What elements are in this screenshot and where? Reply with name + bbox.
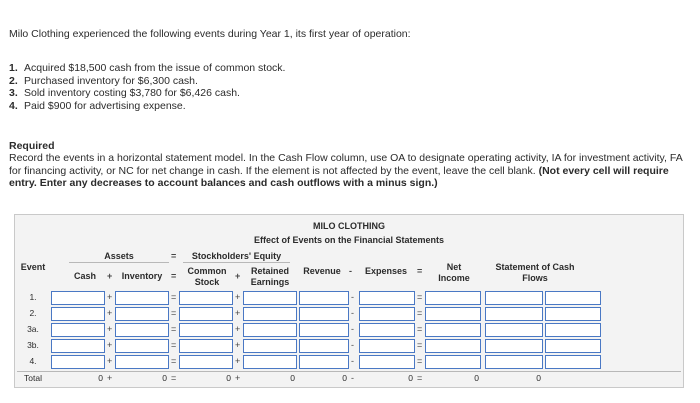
row-label: 4. [29,356,37,366]
revenue-input[interactable] [299,307,349,321]
row-label: 3b. [27,340,39,350]
expenses-input[interactable] [359,291,415,305]
cash-input[interactable] [51,355,105,369]
cash-flows-header: Statement of Cash [495,262,575,272]
revenue-header: Revenue [303,266,341,276]
list-item: 1. Acquired $18,500 cash from the issue of common stock. [9,62,286,74]
common-stock-total: 0 [226,373,231,383]
cash-input[interactable] [51,339,105,353]
expenses-input[interactable] [359,323,415,337]
common-stock-input[interactable] [179,323,233,337]
cash-flow-activity-select[interactable] [545,291,601,305]
cash-input[interactable] [51,323,105,337]
inventory-input[interactable] [115,323,169,337]
inventory-input[interactable] [115,291,169,305]
net-income-input[interactable] [425,291,481,305]
cash-input[interactable] [51,291,105,305]
inventory-header: Inventory [121,271,163,281]
list-item: 3. Sold inventory costing $3,780 for $6,426 cash. [9,87,240,99]
total-label: Total [24,373,42,383]
common-stock-input[interactable] [179,355,233,369]
row-label: 3a. [27,324,39,334]
net-income-input[interactable] [425,307,481,321]
common-stock-input[interactable] [179,291,233,305]
cash-flow-amount-input[interactable] [485,339,543,353]
inventory-total: 0 [162,373,167,383]
revenue-input[interactable] [299,355,349,369]
common-stock-input[interactable] [179,339,233,353]
retained-earnings-header: Retained [250,266,289,276]
inventory-input[interactable] [115,339,169,353]
cash-flow-activity-select[interactable] [545,355,601,369]
inventory-input[interactable] [115,355,169,369]
revenue-input[interactable] [299,291,349,305]
retained-earnings-total: 0 [290,373,295,383]
list-item: 2. Purchased inventory for $6,300 cash. [9,74,198,87]
retained-earnings-input[interactable] [243,323,297,337]
revenue-total: 0 [342,373,347,383]
cash-flow-amount-input[interactable] [485,307,543,321]
net-income-input[interactable] [425,339,481,353]
statement-model-table: MILO CLOTHING Effect of Events on the Financial Statements Assets = Stockholders' Equity Event Cash + Inventory = Common Stock + Retained Earnings Revenue - Expenses = Net Income Statement of Cash Flows 1. + = + - = 2. + = + - = 3a. + = + - = 3b. + = + - = 4. + = + - = Total 0 + 0 = 0 + 0 0 - 0 = 0 0 [14,214,684,388]
assets-header: Assets [104,251,134,261]
cash-header: Cash [73,271,96,281]
cash-total: 0 [98,373,103,383]
event-header: Event [20,262,46,272]
revenue-input[interactable] [299,323,349,337]
cash-input[interactable] [51,307,105,321]
equity-header: Stockholders' Equity [191,251,282,261]
expenses-input[interactable] [359,339,415,353]
retained-earnings-input[interactable] [243,291,297,305]
net-income-input[interactable] [425,323,481,337]
revenue-input[interactable] [299,339,349,353]
retained-earnings-input[interactable] [243,339,297,353]
cash-flows-total: 0 [536,373,541,383]
cash-flow-activity-select[interactable] [545,307,601,321]
cash-flow-amount-input[interactable] [485,323,543,337]
list-item: 4. Paid $900 for advertising expense. [9,99,186,112]
problem-intro: Milo Clothing experienced the following events during Year 1, its first year of operation: [9,28,411,40]
common-stock-header: Common [187,266,227,276]
cash-flow-amount-input[interactable] [485,291,543,305]
row-label: 2. [29,308,37,318]
expenses-input[interactable] [359,307,415,321]
events-list [9,62,285,112]
net-income-input[interactable] [425,355,481,369]
inventory-input[interactable] [115,307,169,321]
cash-flow-activity-select[interactable] [545,339,601,353]
retained-earnings-input[interactable] [243,307,297,321]
expenses-input[interactable] [359,355,415,369]
expenses-header: Expenses [364,266,408,276]
cash-flow-amount-input[interactable] [485,355,543,369]
cash-flow-activity-select[interactable] [545,323,601,337]
required-heading: Required [9,140,55,152]
retained-earnings-input[interactable] [243,355,297,369]
required-instructions: Record the events in a horizontal statement model. In the Cash Flow column, use OA to designate operating activity, IA for investment activity, FA for financing activity, or NC for net change in cash. If the element is not affected by the event, leave the cell blank. (Not every cell will require entry. Enter any decreases to account balances and cash outflows with a minus sign.) [9,152,683,189]
table-title: MILO CLOTHING [313,221,385,231]
table-subtitle: Effect of Events on the Financial Statements [253,235,445,245]
row-label: 1. [29,292,37,302]
common-stock-input[interactable] [179,307,233,321]
net-income-total: 0 [474,373,479,383]
net-income-header: Net [446,262,462,272]
required-bold-note: (Not every cell will require entry. Enter any decreases to account balances and cash outflows with a minus sign.) [9,164,669,189]
expenses-total: 0 [408,373,413,383]
